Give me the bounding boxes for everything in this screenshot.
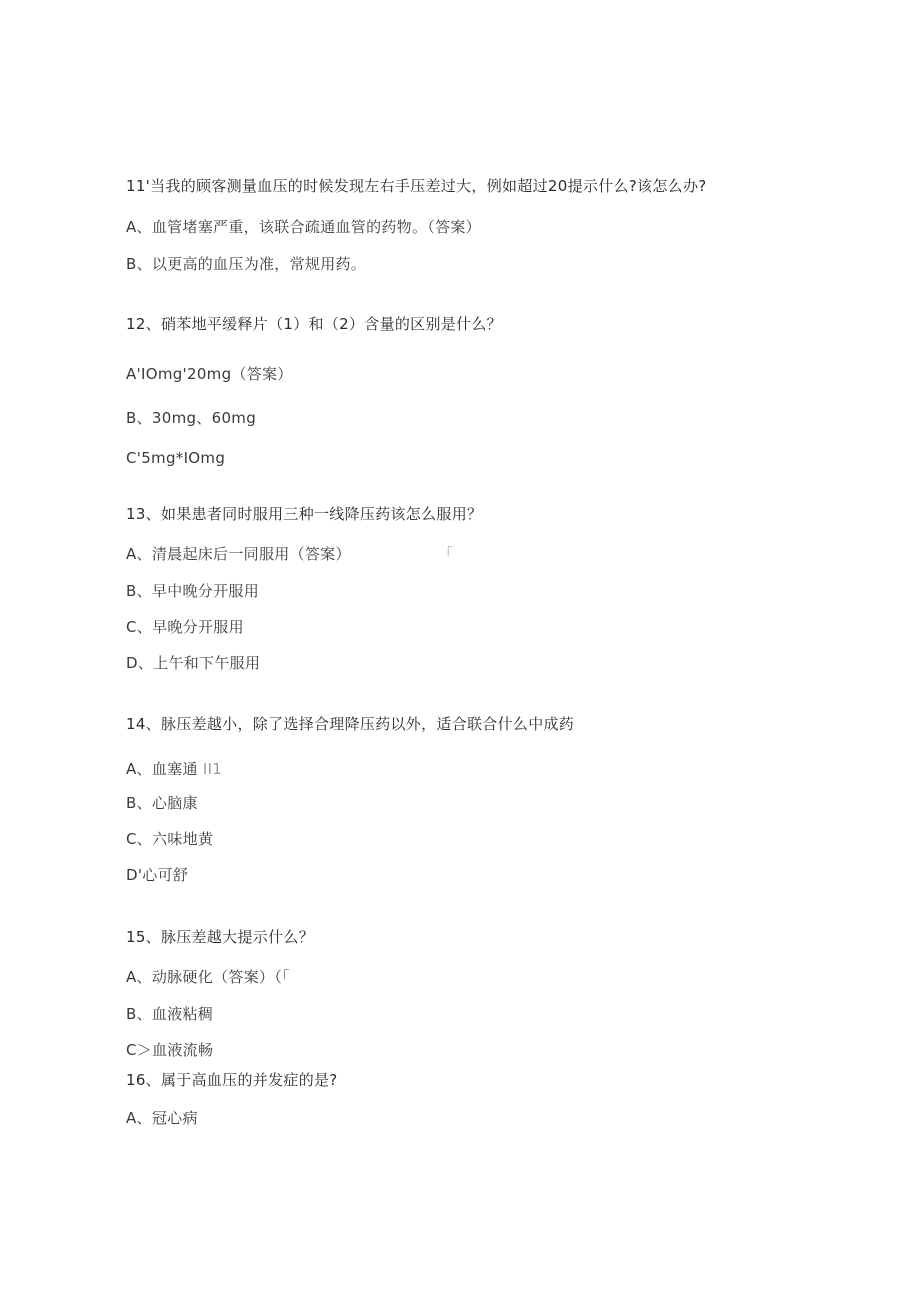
- question-14-option-c: C、六味地黄: [126, 830, 214, 848]
- question-15-option-c: C＞血液流畅: [126, 1041, 214, 1059]
- question-14-option-b: B、心脑康: [126, 794, 198, 812]
- question-15-option-b: B、血液粘稠: [126, 1005, 214, 1023]
- question-14-option-a-suffix: II1: [202, 760, 223, 778]
- question-16-option-a: A、冠心病: [126, 1109, 198, 1127]
- question-11-option-a: A、血管堵塞严重，该联合疏通血管的药物。（答案）: [126, 218, 481, 236]
- question-13-option-a: A、清晨起床后一同服用（答案）: [126, 545, 351, 563]
- question-14-option-d: D'心可舒: [126, 866, 189, 884]
- question-14-option-a: [126, 759, 222, 779]
- question-13-option-c: C、早晚分开服用: [126, 618, 244, 636]
- question-14-option-a-text: A、血塞通: [126, 760, 198, 778]
- question-12-option-a: A'IOmg'20mg（答案）: [126, 365, 293, 383]
- stray-bracket-mark: 「: [438, 545, 454, 563]
- question-13-option-d: D、上午和下午服用: [126, 654, 261, 672]
- question-12-option-c: C'5mg*IOmg: [126, 449, 226, 467]
- question-15: 15、脉压差越大提示什么？: [126, 928, 314, 946]
- question-11-option-b: B、以更高的血压为准，常规用药。: [126, 255, 367, 273]
- question-11: 11'当我的顾客测量血压的时候发现左右手压差过大，例如超过20提示什么?该怎么办?: [126, 177, 707, 195]
- question-14: 14、脉压差越小，除了选择合理降压药以外，适合联合什么中成药: [126, 715, 575, 733]
- question-13-option-b: B、早中晚分开服用: [126, 582, 259, 600]
- question-15-option-a: A、动脉硬化（答案）（「: [126, 968, 290, 986]
- question-12-option-b: B、30mg、60mg: [126, 409, 257, 427]
- question-13: 13、如果患者同时服用三种一线降压药该怎么服用？: [126, 505, 483, 523]
- question-16: 16、属于高血压的并发症的是?: [126, 1071, 338, 1089]
- question-12: 12、硝苯地平缓释片（1）和（2）含量的区别是什么？: [126, 315, 502, 333]
